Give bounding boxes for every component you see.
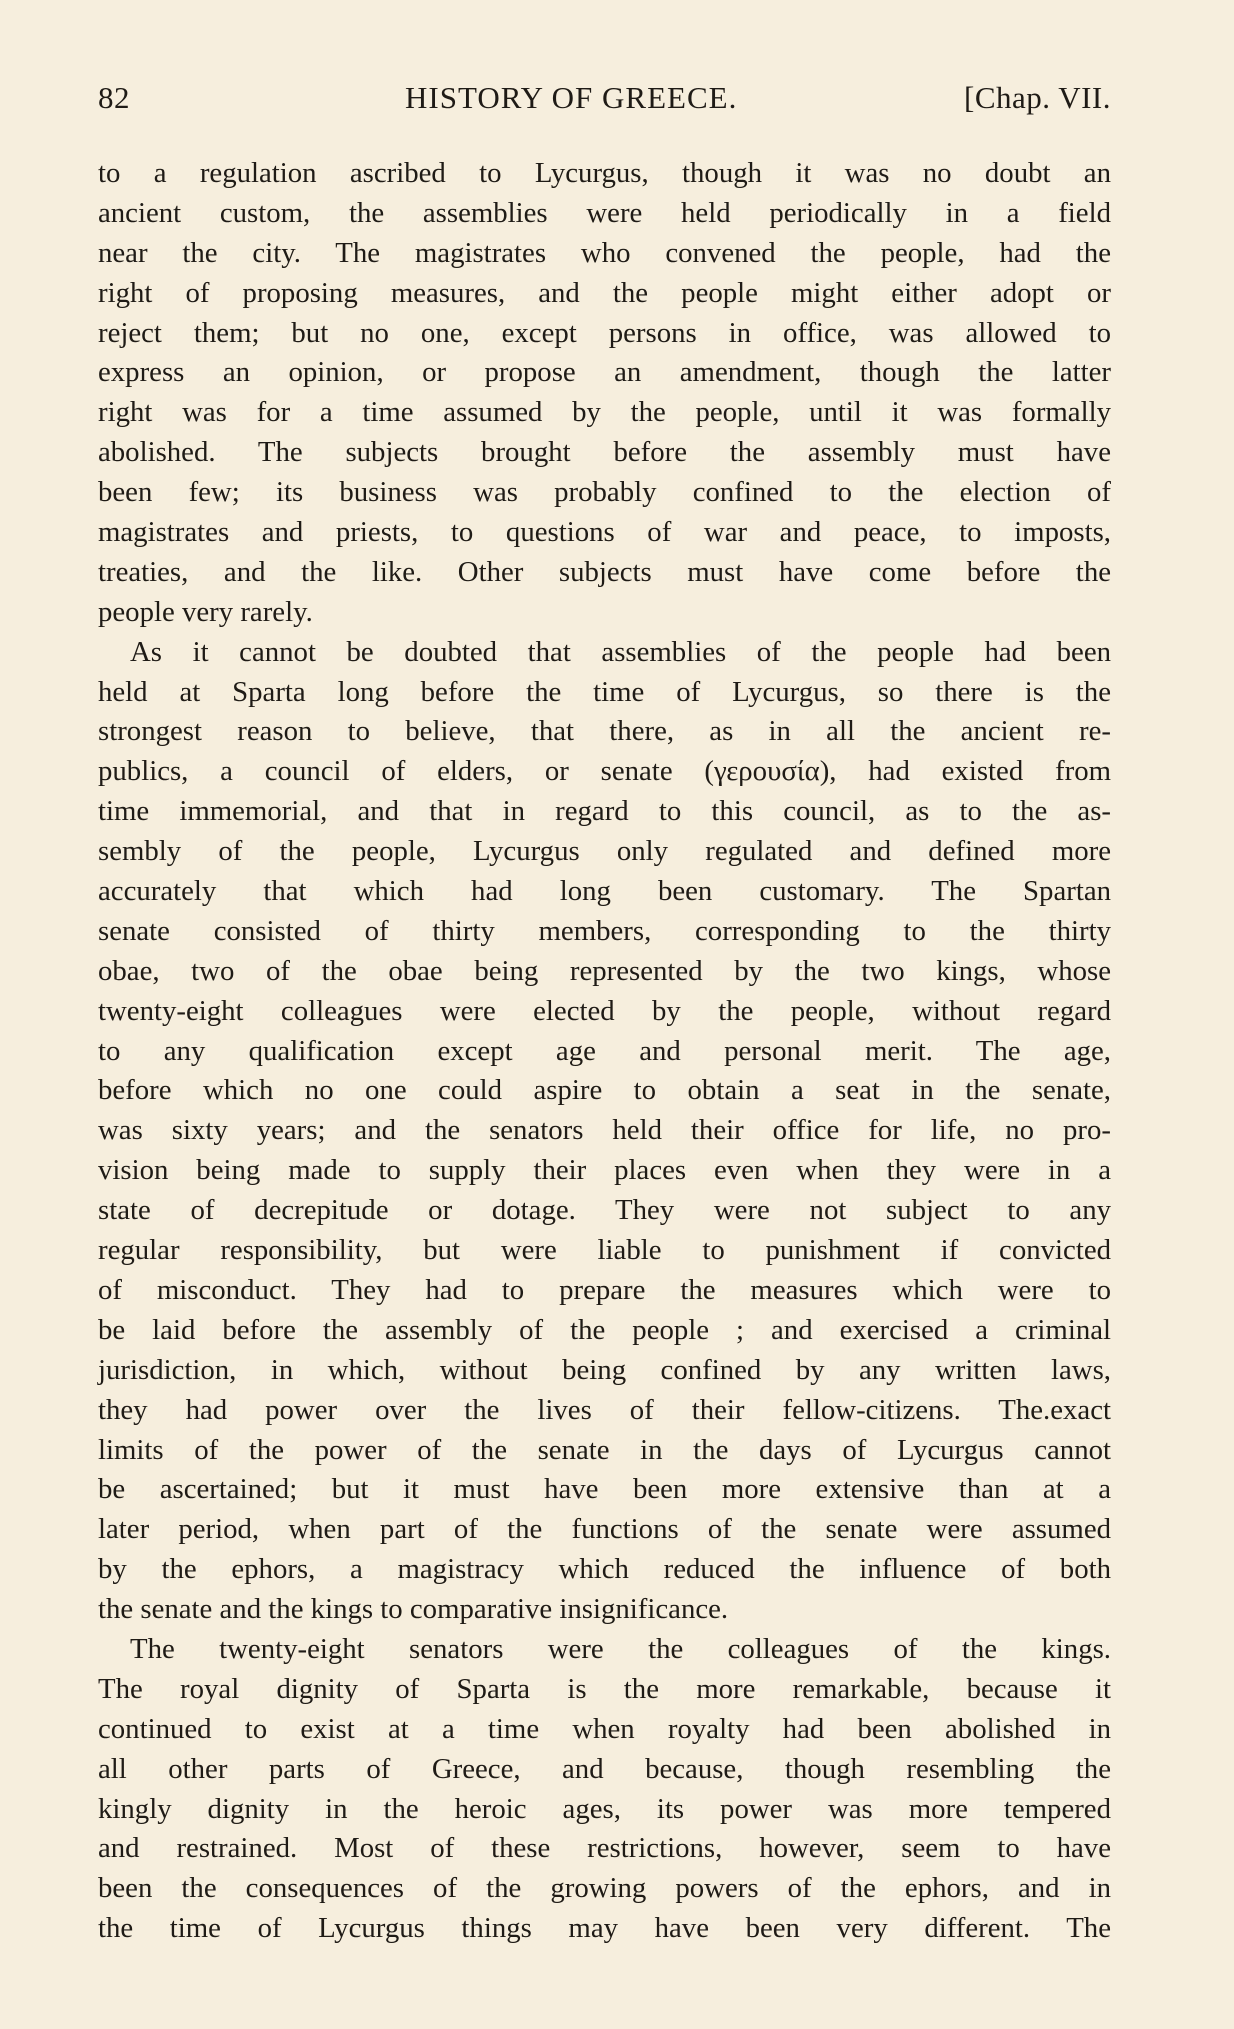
text-line: right of proposing measures, and the people might either adopt or (98, 276, 1111, 309)
text-line: before which no one could aspire to obtain a seat in the senate, (98, 1074, 1111, 1107)
text-line: obae, two of the obae being represented by the two kings, whose (98, 954, 1111, 987)
text-line: been the consequences of the growing powers of the ephors, and in (98, 1872, 1111, 1905)
text-line: they had power over the lives of their fellow-citizens. The.exact (98, 1393, 1111, 1426)
running-header (98, 80, 1111, 124)
text-line: all other parts of Greece, and because, though resembling the (98, 1752, 1111, 1785)
text-line: of misconduct. They had to prepare the measures which were to (98, 1273, 1111, 1306)
text-line: be laid before the assembly of the people ; and exercised a criminal (98, 1313, 1111, 1346)
text-line: reject them; but no one, except persons in office, was allowed to (98, 316, 1111, 349)
text-line: to any qualification except age and personal merit. The age, (98, 1034, 1111, 1067)
text-line: right was for a time assumed by the people, until it was formally (98, 396, 1111, 429)
text-line: near the city. The magistrates who convened the people, had the (98, 236, 1111, 269)
text-line: jurisdiction, in which, without being confined by any written laws, (98, 1353, 1111, 1386)
running-title: HISTORY OF GREECE. (405, 80, 738, 115)
text-line: The twenty-eight senators were the colleagues of the kings. (130, 1632, 1111, 1665)
text-line: strongest reason to believe, that there, as in all the ancient re- (98, 715, 1111, 748)
text-line: state of decrepitude or dotage. They were not subject to any (98, 1194, 1111, 1227)
text-line: magistrates and priests, to questions of war and peace, to imposts, (98, 516, 1111, 549)
text-line: later period, when part of the functions of the senate were assumed (98, 1513, 1111, 1546)
text-line: As it cannot be doubted that assemblies of the people had been (130, 635, 1111, 668)
chapter-label: [Chap. VII. (964, 80, 1111, 115)
text-line: continued to exist at a time when royalty had been abolished in (98, 1712, 1111, 1745)
text-line: vision being made to supply their places even when they were in a (98, 1154, 1111, 1187)
text-line: regular responsibility, but were liable to punishment if convicted (98, 1234, 1111, 1267)
text-line: publics, a council of elders, or senate (γερουσία), had existed from (98, 755, 1111, 788)
text-line: by the ephors, a magistracy which reduced the influence of both (98, 1553, 1111, 1586)
text-line: held at Sparta long before the time of Lycurgus, so there is the (98, 675, 1111, 708)
text-line: time immemorial, and that in regard to this council, as to the as- (98, 795, 1111, 828)
text-line: limits of the power of the senate in the days of Lycurgus cannot (98, 1433, 1111, 1466)
text-line: people very rarely. (98, 595, 313, 628)
text-line: twenty-eight colleagues were elected by the people, without regard (98, 994, 1111, 1027)
page-number: 82 (98, 80, 130, 115)
text-line: sembly of the people, Lycurgus only regulated and defined more (98, 835, 1111, 868)
text-line: accurately that which had long been customary. The Spartan (98, 875, 1111, 908)
text-line: treaties, and the like. Other subjects must have come before the (98, 555, 1111, 588)
text-line: been few; its business was probably confined to the election of (98, 476, 1111, 509)
text-line: be ascertained; but it must have been more extensive than at a (98, 1473, 1111, 1506)
text-line: to a regulation ascribed to Lycurgus, though it was no doubt an (98, 157, 1111, 189)
text-line: senate consisted of thirty members, corresponding to the thirty (98, 914, 1111, 947)
text-line: ancient custom, the assemblies were held periodically in a field (98, 196, 1111, 229)
text-line: the time of Lycurgus things may have been very different. The (98, 1912, 1111, 1945)
body-text (98, 154, 1111, 1949)
text-line: and restrained. Most of these restrictions, however, seem to have (98, 1832, 1111, 1865)
text-line: was sixty years; and the senators held their office for life, no pro- (98, 1114, 1111, 1147)
text-line: kingly dignity in the heroic ages, its power was more tempered (98, 1792, 1111, 1825)
text-line: the senate and the kings to comparative insignificance. (98, 1593, 729, 1626)
text-line: abolished. The subjects brought before the assembly must have (98, 436, 1111, 469)
text-line: express an opinion, or propose an amendment, though the latter (98, 356, 1111, 389)
text-line: The royal dignity of Sparta is the more remarkable, because it (98, 1672, 1111, 1705)
